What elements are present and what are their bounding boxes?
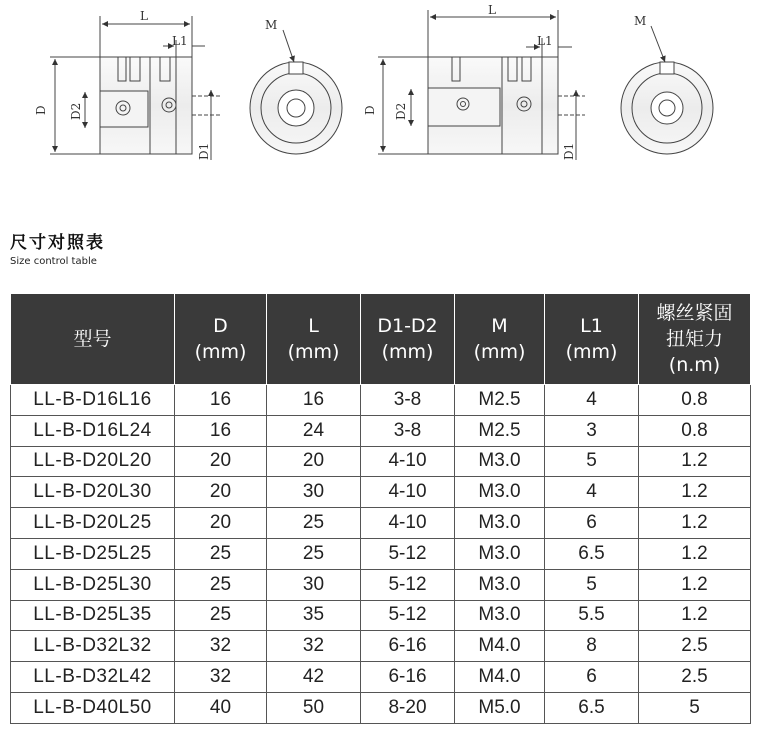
header-m: M (mm) — [455, 294, 545, 385]
cell-model: LL-B-D20L25 — [11, 508, 175, 539]
cell-model: LL-B-D20L20 — [11, 446, 175, 477]
cell-torque: 1.2 — [639, 477, 751, 508]
cell-model: LL-B-D25L30 — [11, 569, 175, 600]
cell-d1-d2: 5-12 — [361, 569, 455, 600]
cell-m: M3.0 — [455, 600, 545, 631]
cell-torque: 0.8 — [639, 385, 751, 416]
table-row — [11, 692, 751, 723]
dim-label-D: D — [34, 105, 48, 115]
cell-l1: 5.5 — [545, 600, 639, 631]
cell-d: 16 — [175, 415, 267, 446]
cell-d: 40 — [175, 692, 267, 723]
table-row — [11, 538, 751, 569]
cell-model: LL-B-D20L30 — [11, 477, 175, 508]
header-torque: 螺丝紧固 扭矩力 (n.m) — [639, 294, 751, 385]
cell-torque: 1.2 — [639, 446, 751, 477]
coupling-end-view-1 — [250, 30, 342, 154]
cell-l1: 4 — [545, 385, 639, 416]
cell-l1: 6 — [545, 508, 639, 539]
dim-label-D2: D2 — [69, 102, 83, 120]
header-l: L (mm) — [267, 294, 361, 385]
cell-d: 20 — [175, 477, 267, 508]
cell-d: 20 — [175, 446, 267, 477]
cell-torque: 1.2 — [639, 600, 751, 631]
cell-l1: 5 — [545, 569, 639, 600]
table-row — [11, 662, 751, 693]
cell-m: M3.0 — [455, 508, 545, 539]
cell-torque: 1.2 — [639, 508, 751, 539]
cell-d1-d2: 8-20 — [361, 692, 455, 723]
cell-d1-d2: 4-10 — [361, 446, 455, 477]
coupling-side-view-1 — [50, 16, 220, 160]
dim-label-L-2: L — [488, 3, 496, 17]
dim-label-L: L — [140, 9, 148, 23]
table-row — [11, 385, 751, 416]
dim-label-L1-2: L1 — [537, 34, 553, 48]
cell-model: LL-B-D40L50 — [11, 692, 175, 723]
cell-d1-d2: 5-12 — [361, 600, 455, 631]
cell-d1-d2: 6-16 — [361, 662, 455, 693]
cell-m: M4.0 — [455, 631, 545, 662]
cell-l: 32 — [267, 631, 361, 662]
cell-l1: 6.5 — [545, 538, 639, 569]
cell-model: LL-B-D32L42 — [11, 662, 175, 693]
cell-m: M4.0 — [455, 662, 545, 693]
cell-d: 25 — [175, 569, 267, 600]
size-control-table — [10, 293, 751, 724]
dim-label-M: M — [265, 18, 278, 32]
coupling-side-view-2 — [378, 10, 585, 160]
cell-m: M3.0 — [455, 569, 545, 600]
header-d: D (mm) — [175, 294, 267, 385]
cell-l1: 5 — [545, 446, 639, 477]
cell-l: 20 — [267, 446, 361, 477]
cell-l: 30 — [267, 477, 361, 508]
cell-d: 20 — [175, 508, 267, 539]
cell-m: M2.5 — [455, 415, 545, 446]
table-row — [11, 569, 751, 600]
cell-l: 30 — [267, 569, 361, 600]
table-row — [11, 631, 751, 662]
cell-model: LL-B-D25L35 — [11, 600, 175, 631]
coupling-end-view-2 — [621, 26, 713, 154]
cell-l1: 4 — [545, 477, 639, 508]
cell-d1-d2: 4-10 — [361, 508, 455, 539]
cell-l1: 8 — [545, 631, 639, 662]
dim-label-D-2: D — [363, 105, 377, 115]
section-title-en: Size control table — [10, 256, 97, 267]
cell-d1-d2: 5-12 — [361, 538, 455, 569]
cell-torque: 0.8 — [639, 415, 751, 446]
cell-torque: 1.2 — [639, 538, 751, 569]
header-l1: L1 (mm) — [545, 294, 639, 385]
cell-d1-d2: 3-8 — [361, 415, 455, 446]
table-row — [11, 477, 751, 508]
cell-m: M3.0 — [455, 446, 545, 477]
cell-l: 25 — [267, 508, 361, 539]
technical-drawings — [0, 0, 757, 200]
cell-m: M3.0 — [455, 538, 545, 569]
cell-torque: 5 — [639, 692, 751, 723]
dim-label-D2-2: D2 — [394, 102, 408, 120]
cell-d1-d2: 6-16 — [361, 631, 455, 662]
cell-model: LL-B-D32L32 — [11, 631, 175, 662]
header-model: 型号 — [11, 294, 175, 385]
table-row — [11, 508, 751, 539]
table-row — [11, 600, 751, 631]
dim-label-D1-2: D1 — [562, 142, 576, 160]
cell-l: 35 — [267, 600, 361, 631]
cell-l: 50 — [267, 692, 361, 723]
table-row — [11, 446, 751, 477]
cell-m: M2.5 — [455, 385, 545, 416]
cell-l: 42 — [267, 662, 361, 693]
table-row — [11, 415, 751, 446]
cell-torque: 2.5 — [639, 631, 751, 662]
cell-d: 25 — [175, 600, 267, 631]
cell-l: 25 — [267, 538, 361, 569]
cell-d: 32 — [175, 662, 267, 693]
dim-label-M-2: M — [634, 14, 647, 28]
cell-d1-d2: 4-10 — [361, 477, 455, 508]
cell-torque: 2.5 — [639, 662, 751, 693]
cell-d: 25 — [175, 538, 267, 569]
cell-m: M3.0 — [455, 477, 545, 508]
table-header-row — [11, 294, 751, 385]
cell-torque: 1.2 — [639, 569, 751, 600]
cell-l1: 6.5 — [545, 692, 639, 723]
cell-model: LL-B-D25L25 — [11, 538, 175, 569]
cell-l: 16 — [267, 385, 361, 416]
cell-d: 32 — [175, 631, 267, 662]
cell-model: LL-B-D16L16 — [11, 385, 175, 416]
cell-l1: 3 — [545, 415, 639, 446]
cell-model: LL-B-D16L24 — [11, 415, 175, 446]
dim-label-L1: L1 — [172, 34, 188, 48]
cell-m: M5.0 — [455, 692, 545, 723]
header-d1-d2: D1-D2 (mm) — [361, 294, 455, 385]
cell-l: 24 — [267, 415, 361, 446]
cell-d: 16 — [175, 385, 267, 416]
dim-label-D1: D1 — [197, 142, 211, 160]
cell-d1-d2: 3-8 — [361, 385, 455, 416]
cell-l1: 6 — [545, 662, 639, 693]
section-title-cn: 尺寸对照表 — [10, 233, 105, 253]
table-body — [11, 385, 751, 724]
